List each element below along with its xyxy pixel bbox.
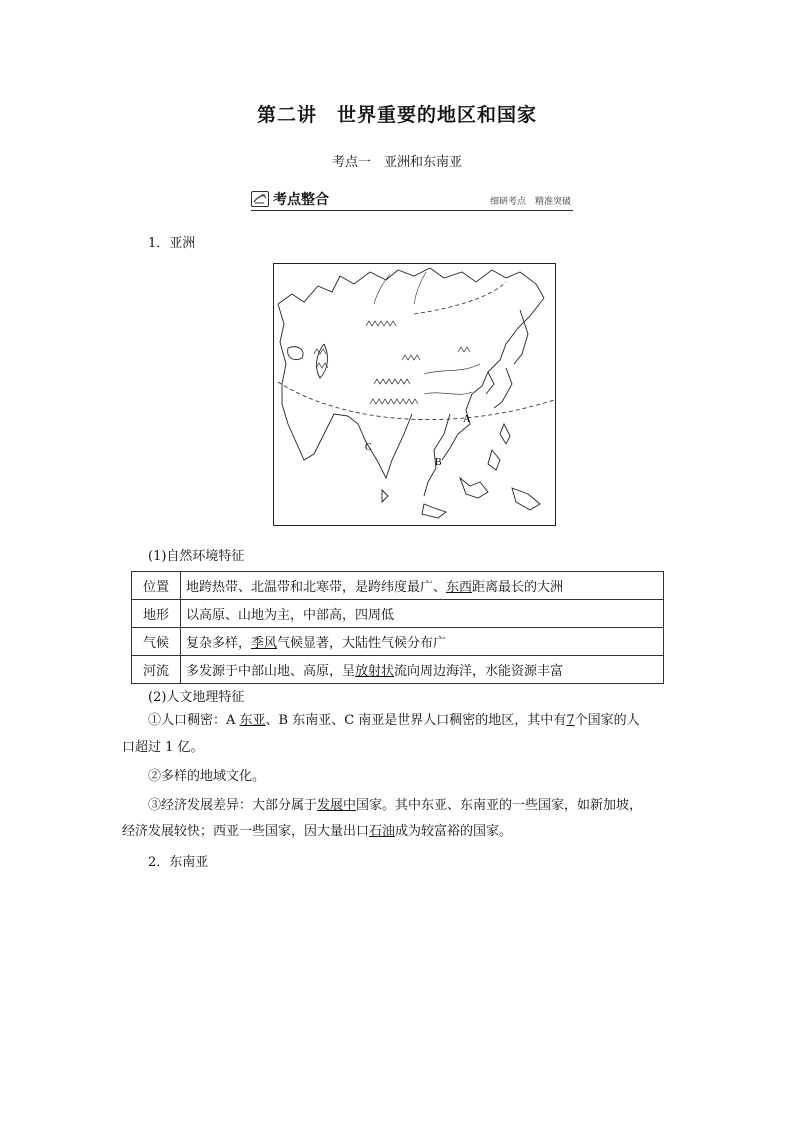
- table-row: [132, 572, 664, 600]
- pen-paper-icon: [251, 191, 269, 207]
- table-row-key: 位置: [132, 572, 181, 600]
- map-label-c: C: [365, 442, 372, 453]
- human-item-economy-cont: 经济发展较快；西亚一些国家，因大量出口石油成为较富裕的国家。: [122, 824, 513, 839]
- natural-features-table: [131, 571, 664, 684]
- topic-banner: [251, 189, 573, 211]
- table-row-key: 气候: [132, 628, 181, 656]
- table-row: [132, 628, 664, 656]
- human-item-population: ①人口稠密：A 东亚、B 东南亚、C 南亚是世界人口稠密的地区，其中有7个国家的人: [148, 713, 640, 728]
- human-item-population-cont: 口超过 1 亿。: [122, 740, 204, 755]
- table-row: [132, 600, 664, 628]
- asia-map-drawing: [274, 264, 554, 524]
- section-heading-asia: 1．亚洲: [148, 236, 196, 251]
- map-label-a: A: [463, 414, 471, 425]
- table-row-value: 多发源于中部山地、高原，呈放射状流向周边海洋，水能资源丰富: [181, 656, 664, 684]
- natural-heading: (1)自然环境特征: [148, 549, 245, 564]
- table-row-key: 河流: [132, 656, 181, 684]
- banner-label: 考点整合: [273, 192, 329, 208]
- human-item-culture: ②多样的地域文化。: [148, 769, 266, 784]
- table-row-value: 地跨热带、北温带和北寒带，是跨纬度最广、东西距离最长的大洲: [181, 572, 664, 600]
- banner-tagline: 细研考点 精准突破: [489, 197, 571, 207]
- page-title: 第二讲 世界重要的地区和国家: [256, 104, 537, 126]
- map-label-b: B: [435, 457, 442, 468]
- section-subtitle: 考点一 亚洲和东南亚: [331, 155, 462, 170]
- table-row-value: 以高原、山地为主，中部高，四周低: [181, 600, 664, 628]
- section-heading-southeast-asia: 2．东南亚: [148, 855, 209, 870]
- human-item-economy: ③经济发展差异：大部分属于发展中国家。其中东亚、东南亚的一些国家，如新加坡，: [148, 798, 643, 813]
- table-row-value: 复杂多样，季风气候显著，大陆性气候分布广: [181, 628, 664, 656]
- human-heading: (2)人文地理特征: [148, 690, 245, 705]
- asia-map: [273, 263, 556, 526]
- table-row-key: 地形: [132, 600, 181, 628]
- table-row: [132, 656, 664, 684]
